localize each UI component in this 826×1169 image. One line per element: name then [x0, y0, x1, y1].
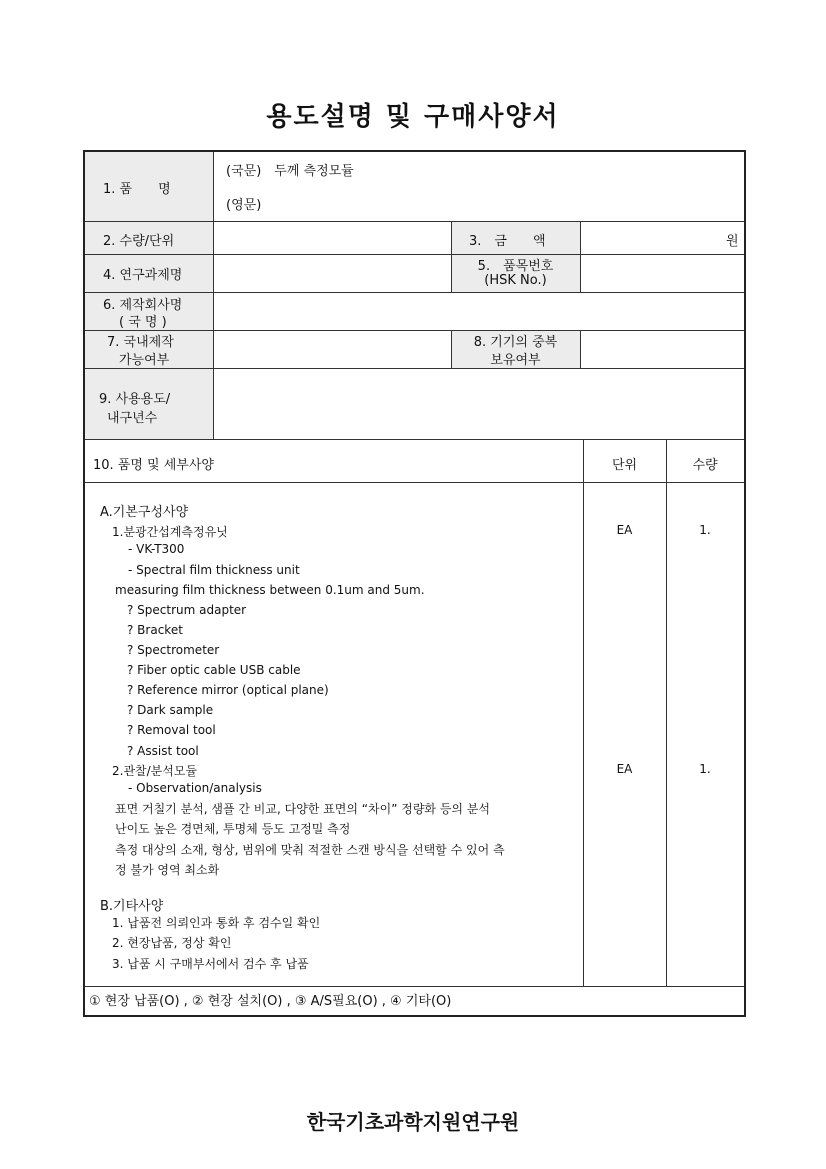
- spec-line: 2. 현장납품, 정상 확인: [112, 936, 232, 950]
- spec-line: ? Bracket: [127, 623, 183, 637]
- spec-line: ? Fiber optic cable USB cable: [127, 663, 301, 677]
- amount-label: 3. 금 액: [469, 234, 546, 249]
- spec-line: 표면 거칠기 분석, 샘플 간 비교, 다양한 표면의 “차이” 정량화 등의 분석: [115, 802, 491, 816]
- spec-line: 1. 납품전 의뢰인과 통화 후 검수일 확인: [112, 916, 321, 930]
- spec-line: ? Removal tool: [127, 723, 216, 737]
- spec-header-label: 10. 품명 및 세부사양: [93, 458, 214, 473]
- spec-line: - Observation/analysis: [128, 781, 262, 795]
- divider: [580, 221, 581, 292]
- divider: [666, 439, 667, 986]
- divider: [85, 292, 744, 293]
- spec-unit: EA: [616, 762, 633, 776]
- spec-line: 난이도 높은 경면체, 투명체 등도 고정밀 측정: [115, 822, 351, 836]
- divider: [85, 254, 744, 255]
- spec-unit: EA: [616, 523, 633, 537]
- spec-form: [83, 150, 746, 1017]
- spec-line: - Spectral film thickness unit: [128, 563, 300, 577]
- usage-label-line2: 내구년수: [107, 411, 158, 426]
- page-title: 용도설명 및 구매사양서: [266, 102, 560, 132]
- domestic-label-line2: 가능여부: [119, 353, 170, 368]
- divider: [583, 439, 584, 986]
- spec-qty: 1.: [699, 523, 711, 537]
- divider: [85, 986, 744, 987]
- divider: [85, 221, 744, 222]
- divider: [213, 152, 214, 439]
- item-name-label: 1. 품 명: [103, 182, 171, 197]
- spec-header-qty: 수량: [692, 458, 718, 473]
- spec-line: - VK-T300: [128, 542, 185, 556]
- divider: [85, 330, 744, 331]
- spec-line: 측정 대상의 소재, 형상, 범위에 맞춰 적절한 스캔 방식을 선택할 수 있어 측: [115, 843, 505, 857]
- spec-line: ? Dark sample: [127, 703, 214, 717]
- spec-line: A.기본구성사양: [100, 505, 189, 520]
- item-name-kr: (국문) 두께 측정모듈: [226, 164, 354, 179]
- hsk-label-line2: (HSK No.): [484, 273, 547, 288]
- spec-line: ? Spectrometer: [127, 643, 220, 657]
- usage-label-line1: 9. 사용용도/: [99, 392, 171, 407]
- qty-unit-label: 2. 수량/단위: [103, 234, 175, 249]
- spec-line: ? Assist tool: [127, 744, 199, 758]
- spec-line: ? Spectrum adapter: [127, 603, 247, 617]
- maker-label-line1: 6. 제작회사명: [103, 298, 183, 313]
- spec-qty: 1.: [699, 762, 711, 776]
- divider: [85, 439, 744, 440]
- spec-line: B.기타사양: [100, 899, 164, 914]
- item-name-en: (영문): [226, 198, 262, 213]
- institution-name: 한국기초과학지원연구원: [306, 1110, 520, 1134]
- delivery-options: ① 현장 납품(O) , ② 현장 설치(O) , ③ A/S필요(O) , ④ 기타(O): [89, 994, 452, 1009]
- dup-label-line2: 보유여부: [490, 353, 541, 368]
- amount-unit: 원: [726, 234, 739, 249]
- project-label: 4. 연구과제명: [103, 268, 183, 283]
- hsk-label-line1: 5. 품목번호: [477, 259, 554, 274]
- spec-line: 정 불가 영역 최소화: [115, 863, 220, 877]
- spec-line: 1.분광간섭계측정유닛: [112, 525, 228, 539]
- domestic-label-line1: 7. 국내제작: [107, 335, 174, 350]
- spec-header-unit: 단위: [611, 458, 638, 473]
- spec-line: ? Reference mirror (optical plane): [127, 683, 329, 697]
- divider: [85, 482, 744, 483]
- spec-line: 2.관찰/분석모듈: [112, 764, 198, 778]
- maker-label-line2: ( 국 명 ): [119, 315, 167, 330]
- divider: [580, 330, 581, 368]
- divider: [85, 368, 744, 369]
- spec-line: 3. 납품 시 구매부서에서 검수 후 납품: [112, 957, 309, 971]
- spec-line: measuring film thickness between 0.1um and 5um.: [115, 583, 425, 597]
- dup-label-line1: 8. 기기의 중복: [473, 335, 558, 350]
